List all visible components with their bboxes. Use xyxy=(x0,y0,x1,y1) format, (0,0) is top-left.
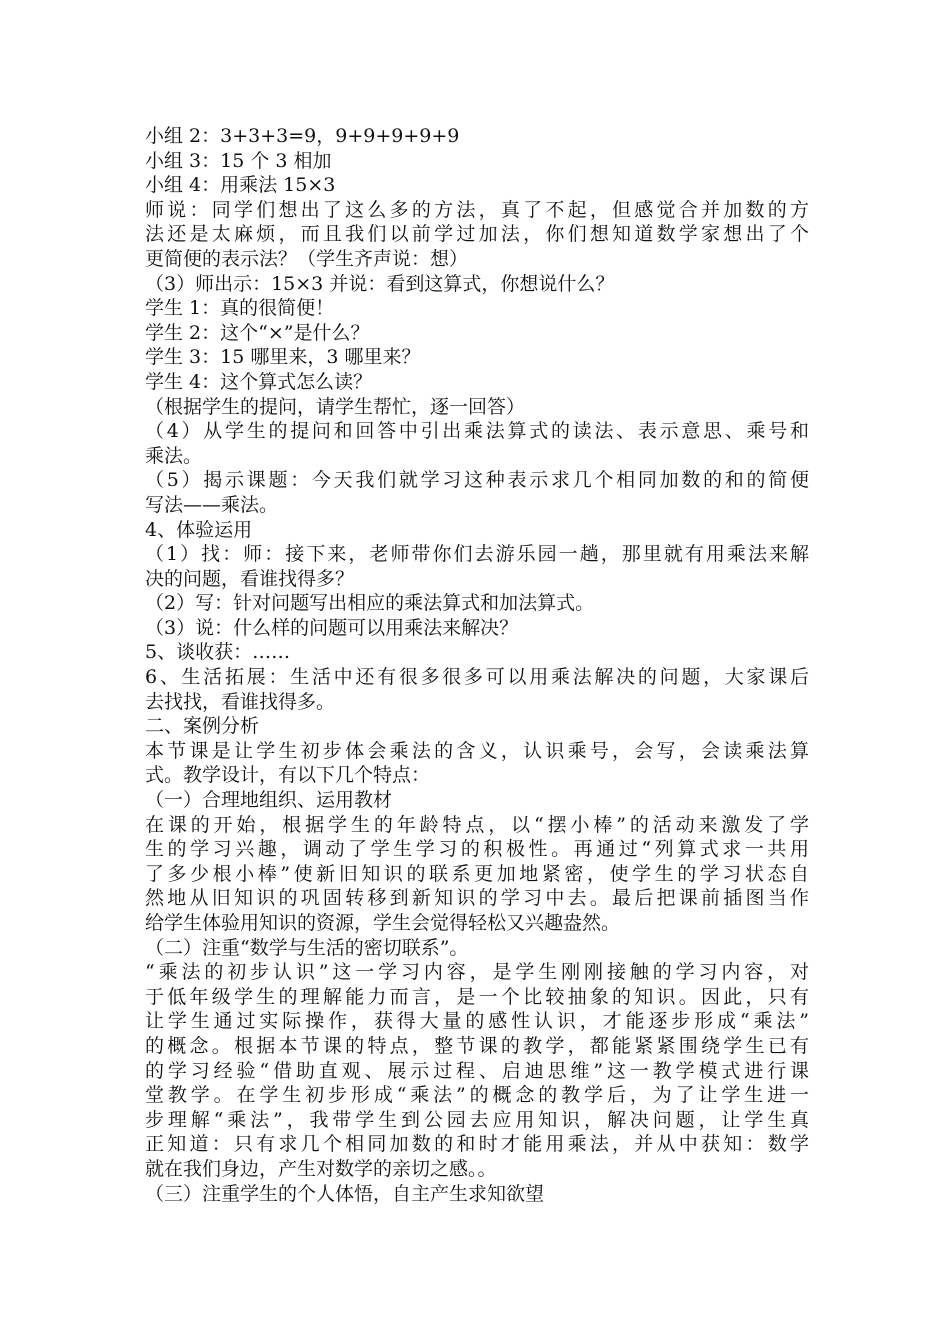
document-line: 于低年级学生的理解能力而言，是一个比较抽象的知识。因此，只有 xyxy=(145,985,809,1008)
document-line: 决的问题，看谁找得多？ xyxy=(145,567,355,590)
document-line: （二）注重“数学与生活的密切联系”。 xyxy=(145,936,469,959)
document-line: （根据学生的提问，请学生帮忙，逐一回答） xyxy=(145,395,526,418)
document-line: 写法——乘法。 xyxy=(145,493,279,516)
document-line: 师说：同学们想出了这么多的方法，真了不起，但感觉合并加数的方 xyxy=(145,198,809,221)
document-line: 的学习经验“借助直观、展示过程、启迪思维”这一教学模式进行课 xyxy=(145,1059,809,1082)
document-line: 在课的开始，根据学生的年龄特点，以“摆小棒”的活动来激发了学 xyxy=(145,813,809,836)
document-line: 给学生体验用知识的资源，学生会觉得轻松又兴趣盎然。 xyxy=(145,912,621,934)
document-line: 生的学习兴趣，调动了学生学习的积极性。再通过“列算式求一共用 xyxy=(145,838,809,861)
document-line: 就在我们身边，产生对数学的亲切之感。。 xyxy=(145,1157,497,1180)
document-line: （一）合理地组织、运用教材 xyxy=(145,789,393,812)
document-line: 了多少根小棒”使新旧知识的联系更加地紧密，使学生的学习状态自 xyxy=(145,862,809,885)
document-line: 乘法。 xyxy=(145,444,203,467)
document-line: 小组 4：用乘法 15×3 xyxy=(145,174,336,197)
document-body xyxy=(145,124,809,1206)
document-line: 然地从旧知识的巩固转移到新知识的学习中去。最后把课前插图当作 xyxy=(145,887,809,910)
document-line: 堂教学。在学生初步形成“乘法”的概念的教学后，为了让学生进一 xyxy=(145,1084,809,1107)
document-line: （5）揭示课题：今天我们就学习这种表示求几个相同加数的和的简便 xyxy=(145,469,809,492)
document-line: 6、生活拓展：生活中还有很多很多可以用乘法解决的问题，大家课后 xyxy=(145,666,809,689)
document-line: 5、谈收获：…… xyxy=(145,641,291,664)
document-line: （3）师出示：15×3 并说：看到这算式，你想说什么？ xyxy=(145,272,615,295)
document-line: （1）找：师：接下来，老师带你们去游乐园一趟，那里就有用乘法来解 xyxy=(145,543,809,566)
document-line: 让学生通过实际操作，获得大量的感性认识，才能逐步形成“乘法” xyxy=(145,1010,809,1033)
document-line: “乘法的初步认识”这一学习内容，是学生刚刚接触的学习内容，对 xyxy=(145,961,809,984)
document-line: 步理解“乘法”，我带学生到公园去应用知识，解决问题，让学生真 xyxy=(145,1108,809,1131)
document-line: 去找找，看谁找得多。 xyxy=(145,690,336,713)
document-line: （三）注重学生的个人体悟，自主产生求知欲望 xyxy=(145,1182,545,1205)
document-line: 正知道：只有求几个相同加数的和时才能用乘法，并从中获知：数学 xyxy=(145,1133,809,1156)
document-line: 法还是太麻烦，而且我们以前学过加法，你们想知道数学家想出了个 xyxy=(145,223,809,246)
document-line: 学生 2：这个“×”是什么？ xyxy=(145,321,370,344)
document-line: 更简便的表示法？（学生齐声说：想） xyxy=(145,247,469,270)
document-line: 二、案例分析 xyxy=(145,715,260,738)
document-line: 学生 4：这个算式怎么读？ xyxy=(145,370,373,393)
document-line: 小组 2：3+3+3=9，9+9+9+9+9 xyxy=(145,125,460,147)
document-line: 学生 3：15 哪里来，3 哪里来？ xyxy=(145,346,421,369)
document-line: 式。教学设计，有以下几个特点： xyxy=(145,764,431,787)
document-line: 4、体验运用 xyxy=(145,518,253,541)
document-line: 小组 3：15 个 3 相加 xyxy=(145,149,332,172)
document-line: （2）写：针对问题写出相应的乘法算式和加法算式。 xyxy=(145,592,595,615)
document-line: （4）从学生的提问和回答中引出乘法算式的读法、表示意思、乘号和 xyxy=(145,420,809,443)
document-line: 本节课是让学生初步体会乘法的含义，认识乘号，会写，会读乘法算 xyxy=(145,739,809,762)
document-line: 的概念。根据本节课的特点，整节课的教学，都能紧紧围绕学生已有 xyxy=(145,1034,809,1057)
document-line: （3）说：什么样的问题可以用乘法来解决？ xyxy=(145,616,519,639)
document-line: 学生 1：真的很简便！ xyxy=(145,297,335,320)
